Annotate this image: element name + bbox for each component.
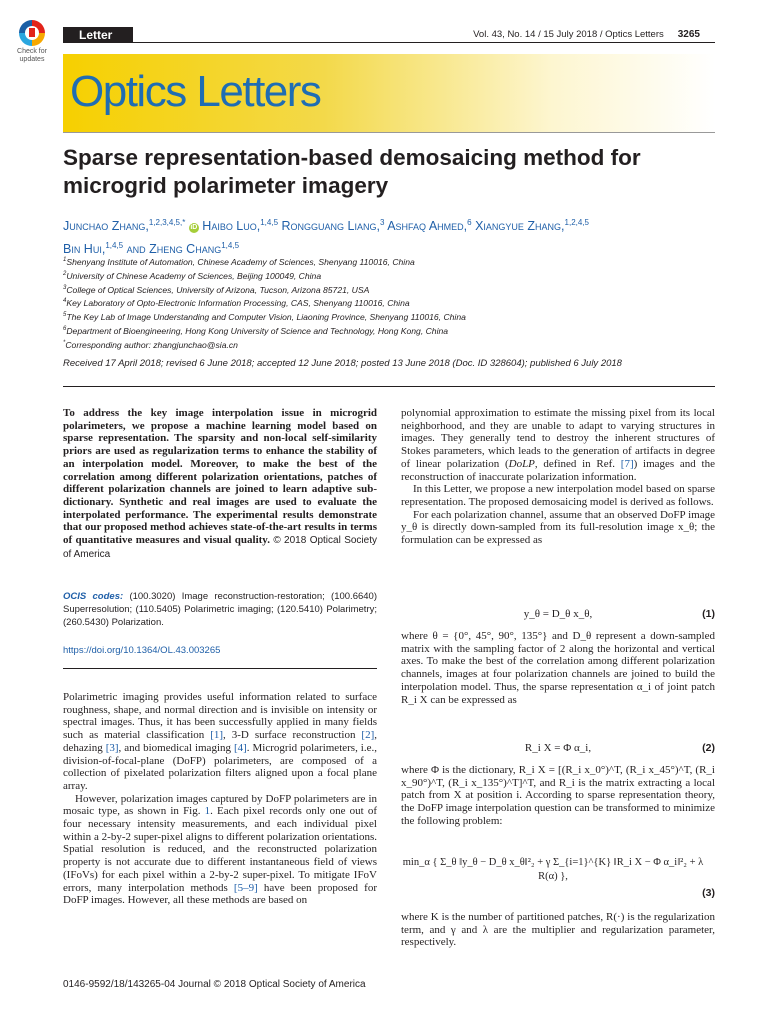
affiliation: [63, 324, 723, 338]
corresponding-author: [63, 338, 723, 352]
equation-expression: R_i X = Φ α_i,: [524, 742, 592, 754]
equation-expression: y_θ = D_θ x_θ,: [523, 608, 593, 620]
affil-text: Department of Bioengineering, Hong Kong University of Science and Technology, Hong Kong, China: [66, 325, 449, 336]
journal-volume: Vol. 43, No. 14 / 15 July 2018 / Optics Letters: [473, 29, 664, 40]
citation-link[interactable]: [7]: [620, 457, 634, 470]
header-rule: [133, 42, 715, 43]
author-name[interactable]: and Zheng Chang: [126, 242, 222, 257]
affiliation: [63, 310, 723, 324]
author-affil: 1,4,5: [105, 241, 124, 251]
affil-text: College of Optical Sciences, University of Arizona, Tucson, Arizona 85721, USA: [66, 284, 370, 295]
affil-marker: *: [63, 339, 66, 346]
affiliation: [63, 296, 723, 310]
paragraph: where Φ is the dictionary, R_i X = [(R_i x_0°)^T, (R_i x_45°)^T, (R_i x_90°)^T, (R_i x_135°)^T]^T, and R_i is the matrix extracting a local patch from X at position i. According to sparse representation theory, the DoFP image interpolation question can be transformed to minimize the following problem:: [401, 764, 715, 827]
affil-marker: 1: [63, 257, 67, 263]
equation-2: [401, 741, 715, 755]
text-run: DoLP: [508, 457, 535, 470]
paragraph: [63, 691, 377, 793]
abstract-text: To address the key image interpolation issue in microgrid polarimeters, we propose a machine learning model based on sparse representation. The sparsity and non-local self-similarity priors are used as regularization terms to enhance the stability of an interpolation model. Moreover, to make the best of the correlation among different polarization orientations, patches of different polarization channels are joined to learn adaptive sub-dictionary. Synthetic and real images are used to evaluate the interpolated performance. The experimental results demonstrate that our proposed method achieves state-of-the-art results in terms of quantitative measures and visual quality.: [63, 407, 377, 547]
citation-link[interactable]: [1]: [210, 729, 224, 742]
author-affil: 1,4,5: [221, 241, 240, 251]
paragraph: In this Letter, we propose a new interpolation model based on sparse representation. The proposed demosaicing model is derived as follows.: [401, 483, 715, 508]
equation-number: (1): [702, 608, 715, 620]
author-name[interactable]: Ashfaq Ahmed,: [387, 219, 468, 234]
affil-text[interactable]: Corresponding author: zhangjunchao@sia.cn: [65, 339, 238, 350]
text-run: , defined in Ref.: [534, 457, 621, 470]
affiliation: [63, 255, 723, 269]
ocis-label: OCIS codes:: [63, 591, 124, 602]
equation-number: (3): [702, 887, 715, 899]
text-run: , 3-D surface reconstruction: [223, 729, 362, 742]
author-name[interactable]: Xiangyue Zhang,: [475, 219, 565, 234]
affil-text: University of Chinese Academy of Sciences, Beijing 100049, China: [66, 270, 322, 281]
equation-number: (2): [702, 742, 715, 754]
paragraph: For each polarization channel, assume that an observed DoFP image y_θ is directly down-sampled from its full-resolution image x_θ; the formulation can be expressed as: [401, 508, 715, 547]
affil-marker: 2: [63, 270, 67, 277]
author-affil: 1,4,5: [260, 218, 279, 227]
body-text-left: [63, 691, 377, 907]
footer-issn: 0146-9592/18/143265-04 Journal © 2018 Optical Society of America: [63, 979, 366, 990]
text-run: Polarimetric imaging provides useful information related to surface roughness, shape, and normal direction and is invisible on intensity or spectral images. Thus, it has been successfully applied in many fields such as material classification: [63, 691, 377, 742]
paragraph: where θ = {0°, 45°, 90°, 135°} and D_θ represent a down-sampled matrix with the sampling factor of 2 along the horizontal and vertical axes. To make the best of the correlation among different polarization channels, images at four polarization channels are joined to build the interpolation model. Thus, the sparse representation α_i of joint patch R_i X can be expressed as: [401, 630, 715, 706]
ocis-codes: [63, 590, 377, 629]
author-name[interactable]: Bin Hui,: [63, 242, 106, 257]
figure-link[interactable]: 1: [204, 805, 211, 818]
paragraph: [401, 407, 715, 483]
paragraph: [63, 793, 377, 907]
badge-label: Check for updates: [17, 48, 47, 63]
affiliation: [63, 269, 723, 283]
text-run: polynomial approximation to estimate the missing pixel from its local neighborhood, and they are unable to adapt to varying structures in images. They generally tend to destroy the inherent structures of Stokes parameters, which leads to the generation of artifacts in degree of linear polarization (: [401, 407, 715, 470]
publication-history: Received 17 April 2018; revised 6 June 2018; accepted 12 June 2018; posted 13 June 2018 (Doc. ID 328604); published 6 July 2018: [63, 358, 622, 369]
affil-marker: 3: [63, 284, 67, 291]
author-affil: 1,2,4,5: [564, 218, 589, 227]
affiliation: [63, 283, 723, 297]
body-text-right: [401, 407, 715, 547]
banner-rule: [63, 132, 715, 133]
check-for-updates-badge[interactable]: [14, 20, 50, 68]
text-run: . Each pixel records only one out of four necessary intensity measurements, and each individual pixel within a 2-by-2 super-pixel aligns to different polarization orientations. Spatial resolution is reduced, and the reconstructed polarization property is not accurate due to different instantaneous field of views (IFoVs) for each pixel within a 2-by-2 super-pixel. To mitigate IFoV errors, many interpolation methods: [63, 805, 377, 894]
author-affil: 3: [379, 218, 385, 227]
abstract-copyright: © 2018 Optical Society of America: [63, 535, 377, 560]
ocis-text: (100.3020) Image reconstruction-restoration; (100.6640) Superresolution; (110.5405) Polarimetric imaging; (120.5410) Polarimetry; (260.5430) Polarization.: [63, 591, 377, 628]
abstract-rule: [63, 668, 377, 669]
author-list: [63, 213, 723, 259]
text-run: have been proposed for DoFP images. However, all these methods are based on: [63, 881, 377, 907]
equation-1: [401, 607, 715, 621]
affiliation-list: [63, 255, 723, 351]
crossmark-icon: [19, 20, 45, 46]
affil-marker: 6: [63, 325, 67, 332]
citation-link[interactable]: [4]: [233, 741, 247, 754]
journal-meta: [473, 28, 700, 42]
text-run: However, polarization images captured by DoFP polarimeters are in mosaic type, as shown in Fig.: [63, 792, 377, 818]
affil-text: The Key Lab of Image Understanding and Computer Vision, Liaoning Province, Shenyang 110016, China: [66, 311, 466, 322]
equation-3: [401, 856, 715, 899]
citation-link[interactable]: [5–9]: [233, 881, 258, 894]
text-run: . Microgrid polarimeters, i.e., division-of-focal-plane (DoFP) polarimeters, are composed of a collection of pixelated polarization filters aligned upon a focal plane array.: [63, 741, 377, 792]
text-run: , and biomedical imaging: [118, 741, 234, 754]
section-rule: [63, 386, 715, 387]
doi-link[interactable]: https://doi.org/10.1364/OL.43.003265: [63, 645, 221, 656]
text-run: , dehazing: [63, 729, 377, 754]
equation-expression: min_α { Σ_θ ‖y_θ − D_θ x_θ‖²₂ + γ Σ_{i=1}^{K} ‖R_i X − Φ α_i‖²₂ + λ R(α) },: [402, 857, 704, 882]
affil-text: Key Laboratory of Opto-Electronic Information Processing, CAS, Shenyang 110016, China: [66, 298, 410, 309]
paragraph: where K is the number of partitioned patches, R(·) is the regularization term, and γ and λ are the multiplier and regularization parameter, respectively.: [401, 911, 715, 949]
affil-marker: 5: [63, 312, 67, 319]
affil-marker: 4: [63, 298, 67, 305]
author-name[interactable]: Rongguang Liang,: [281, 219, 380, 234]
author-affil: 6: [467, 218, 472, 227]
text-run: ) images and the reconstruction of inaccurate polarization information.: [401, 457, 715, 483]
author-affil: 1,2,3,4,5,*: [148, 218, 186, 227]
abstract: [63, 407, 377, 561]
citation-link[interactable]: [3]: [105, 741, 119, 754]
journal-logo: Optics Letters: [70, 67, 321, 116]
section-label: Letter: [63, 27, 133, 43]
orcid-icon[interactable]: iD: [190, 224, 198, 232]
author-line-1: [63, 213, 723, 236]
author-name[interactable]: Haibo Luo,: [202, 219, 261, 234]
page-number: 3265: [677, 29, 700, 40]
article-title: Sparse representation-based demosaicing method for microgrid polarimeter imagery: [63, 145, 641, 198]
citation-link[interactable]: [2]: [361, 729, 375, 742]
author-name[interactable]: Junchao Zhang,: [63, 219, 149, 234]
affil-text: Shenyang Institute of Automation, Chinese Academy of Sciences, Shenyang 110016, China: [66, 256, 415, 267]
